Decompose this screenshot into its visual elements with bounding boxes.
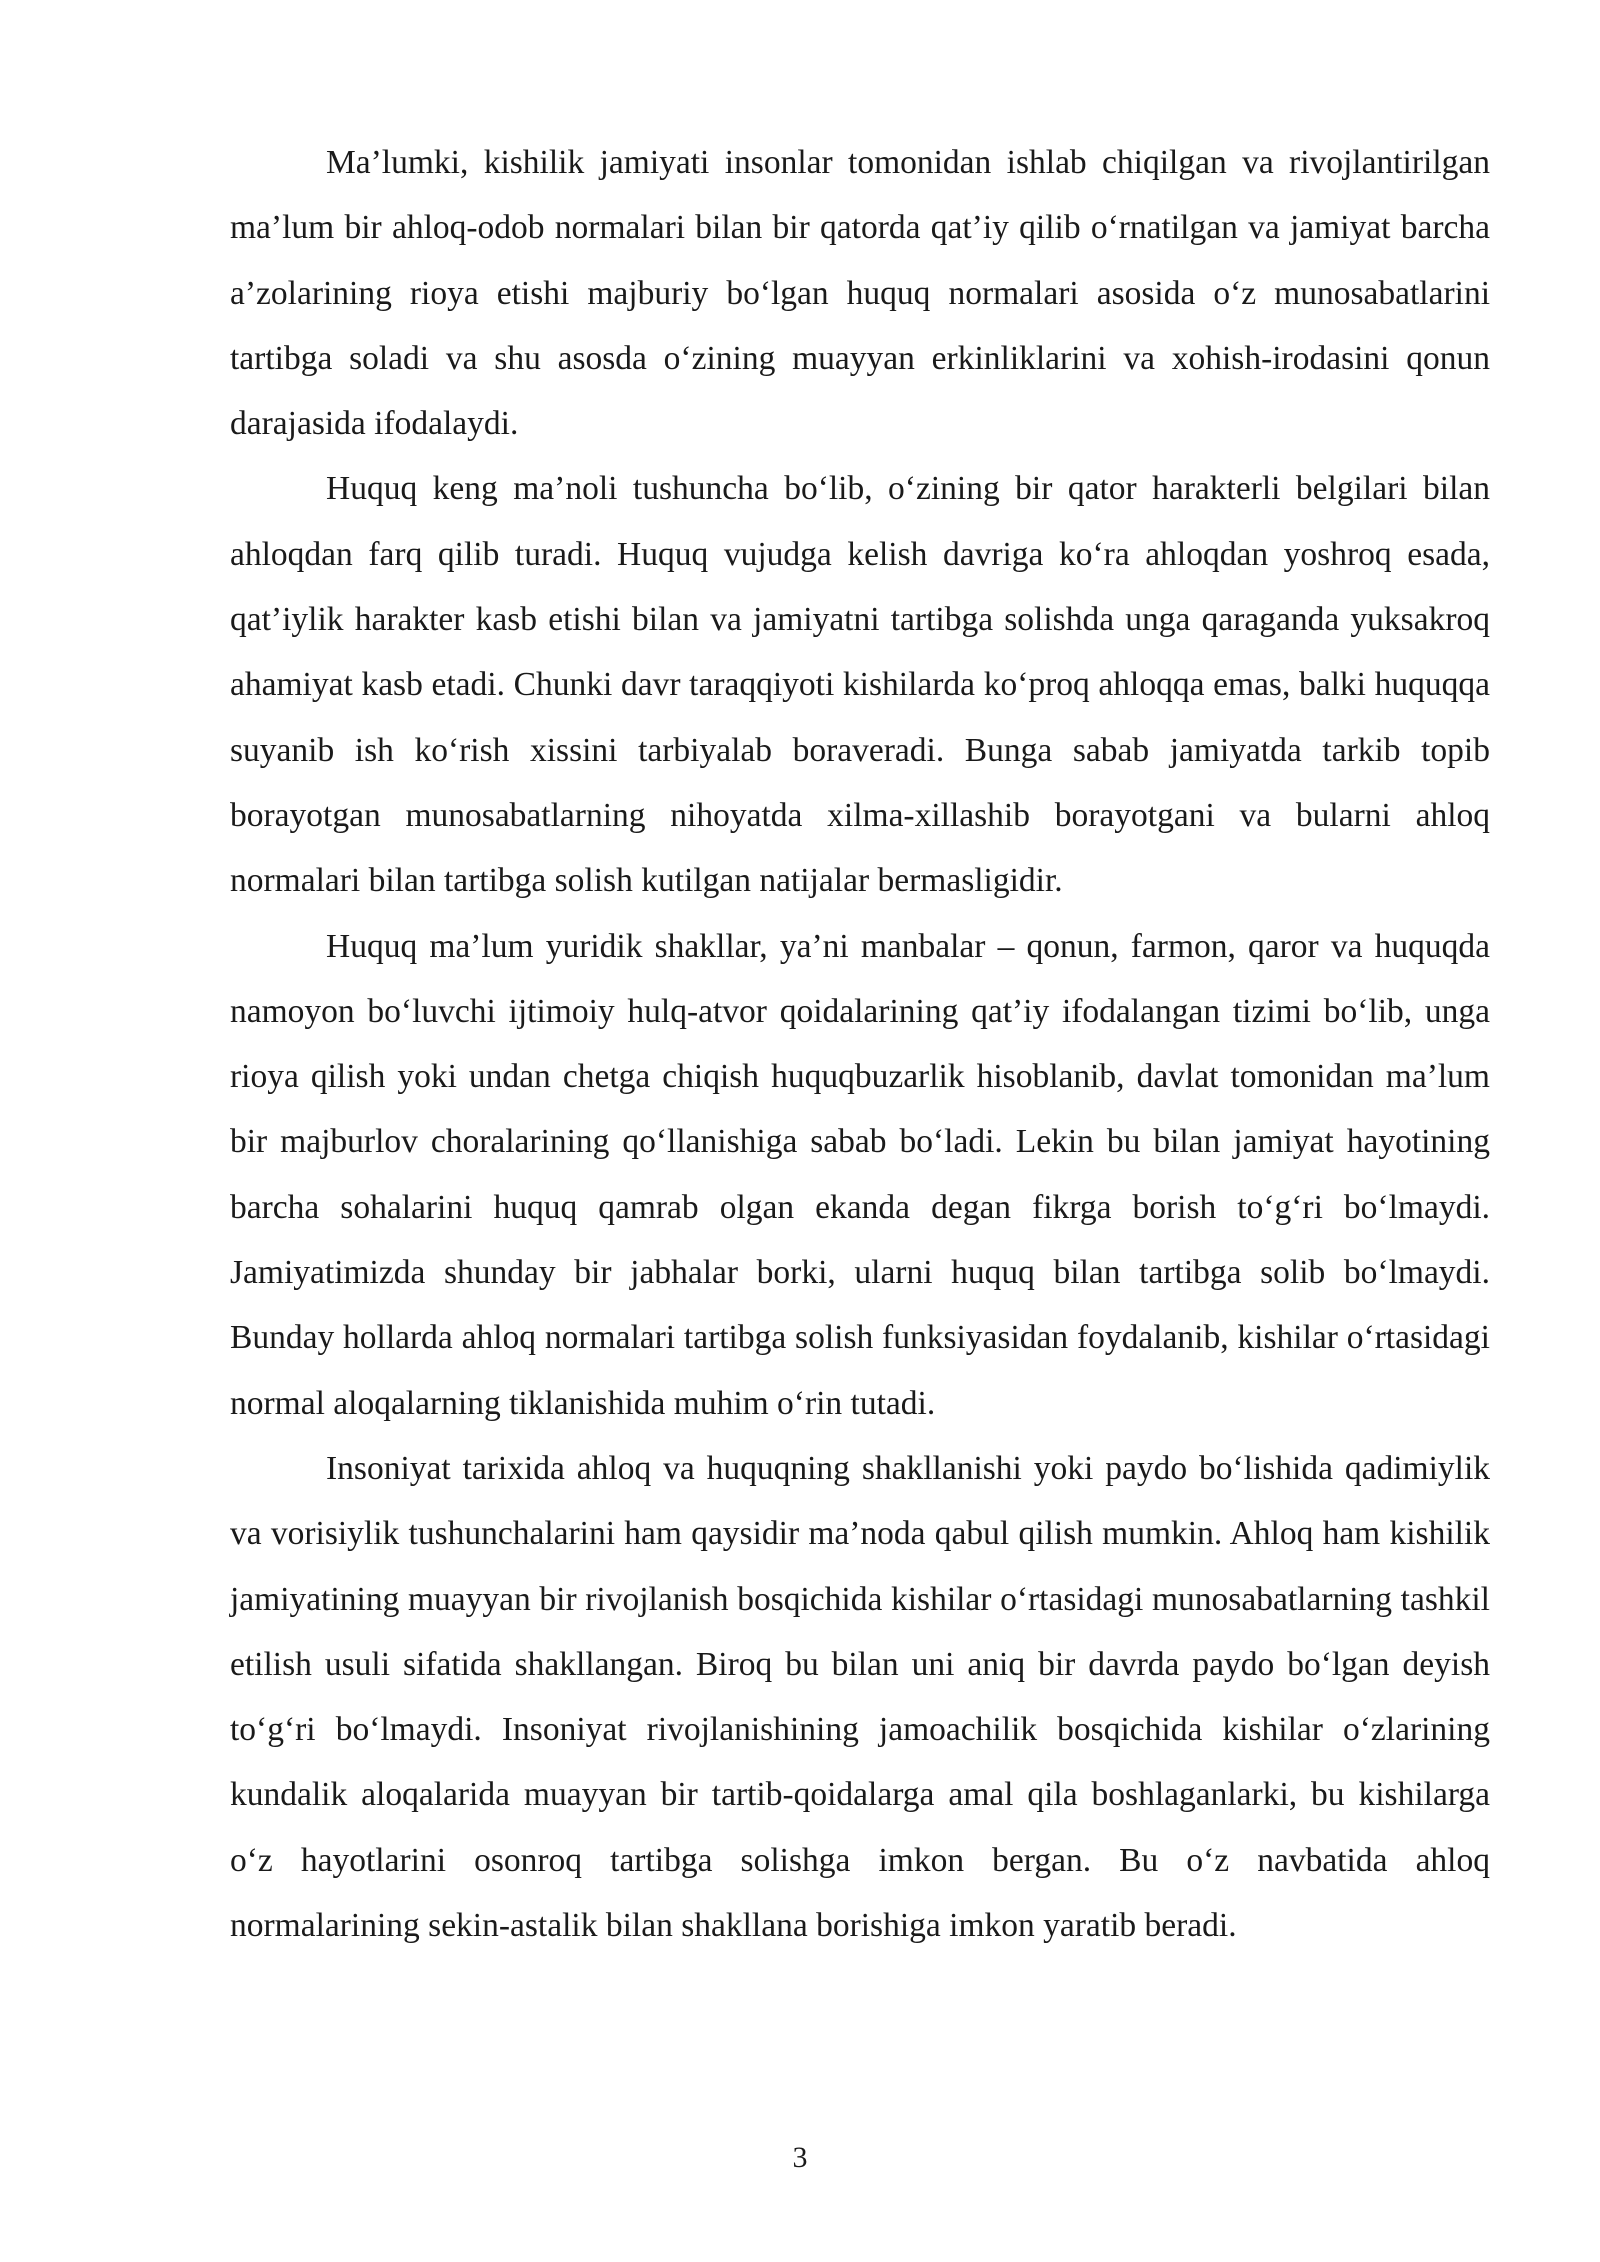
page-number: 3: [792, 2141, 808, 2174]
paragraph-3: Huquq ma’lum yuridik shakllar, ya’ni manbalar – qonun, farmon, qaror va huquqda namoyon bo‘luvchi ijtimoiy hulq-atvor qoidalarining qat’iy ifodalangan tizimi bo‘lib, unga rioya qilish yoki undan chetga chiqish huquqbuzarlik hisoblanib, davlat tomonidan ma’lum bir majburlov choralarining qo‘llanishiga sabab bo‘ladi. Lekin bu bilan jamiyat hayotining barcha sohalarini huquq qamrab olgan ekanda degan fikrga borish to‘g‘ri bo‘lmaydi. Jamiyatimizda shunday bir jabhalar borki, ularni huquq bilan tartibga solib bo‘lmaydi. Bunday hollarda ahloq normalari tartibga solish funksiyasidan foydalanib, kishilar o‘rtasidagi normal aloqalarning tiklanishida muhim o‘rin tutadi.: [230, 927, 1490, 1422]
paragraph-4: Insoniyat tarixida ahloq va huquqning shakllanishi yoki paydo bo‘lishida qadimiylik va vorisiylik tushunchalarini ham qaysidir ma’noda qabul qilish mumkin. Ahloq ham kishilik jamiyatining muayyan bir rivojlanish bosqichida kishilar o‘rtasidagi munosabatlarning tashkil etilish usuli sifatida shakllangan. Biroq bu bilan uni aniq bir davrda paydo bo‘lgan deyish to‘g‘ri bo‘lmaydi. Insoniyat rivojlanishining jamoachilik bosqichida kishilar o‘zlarining kundalik aloqalarida muayyan bir tartib-qoidalarga amal qila boshlaganlarki, bu kishilarga o‘z hayotlarini osonroq tartibga solishga imkon bergan. Bu o‘z navbatida ahloq normalarining sekin-astalik bilan shakllana borishiga imkon yaratib beradi.: [230, 1449, 1490, 1945]
paragraph-1: Ma’lumki, kishilik jamiyati insonlar tomonidan ishlab chiqilgan va rivojlantirilgan ma’lum bir ahloq-odob normalari bilan bir qatorda qat’iy qilib o‘rnatilgan va jamiyat barcha a’zolarining rioya etishi majburiy bo‘lgan huquq normalari asosida o‘z munosabatlarini tartibga soladi va shu asosda o‘zining muayyan erkinliklarini va xohish-irodasini qonun darajasida ifodalaydi.: [230, 144, 1490, 443]
paragraph-2: Huquq keng ma’noli tushuncha bo‘lib, o‘zining bir qator harakterli belgilari bilan ahloqdan farq qilib turadi. Huquq vujudga kelish davriga ko‘ra ahloqdan yoshroq esada, qat’iylik harakter kasb etishi bilan va jamiyatni tartibga solishda unga qaraganda yuksakroq ahamiyat kasb etadi. Chunki davr taraqqiyoti kishilarda ko‘proq ahloqqa emas, balki huquqqa suyanib ish ko‘rish xissini tarbiyalab boraveradi. Bunga sabab jamiyatda tarkib topib borayotgan munosabatlarning nihoyatda xilma-xillashib borayotgani va bularni ahloq normalari bilan tartibga solish kutilgan natijalar bermasligidir.: [230, 470, 1490, 900]
body-text: [230, 130, 1490, 1958]
